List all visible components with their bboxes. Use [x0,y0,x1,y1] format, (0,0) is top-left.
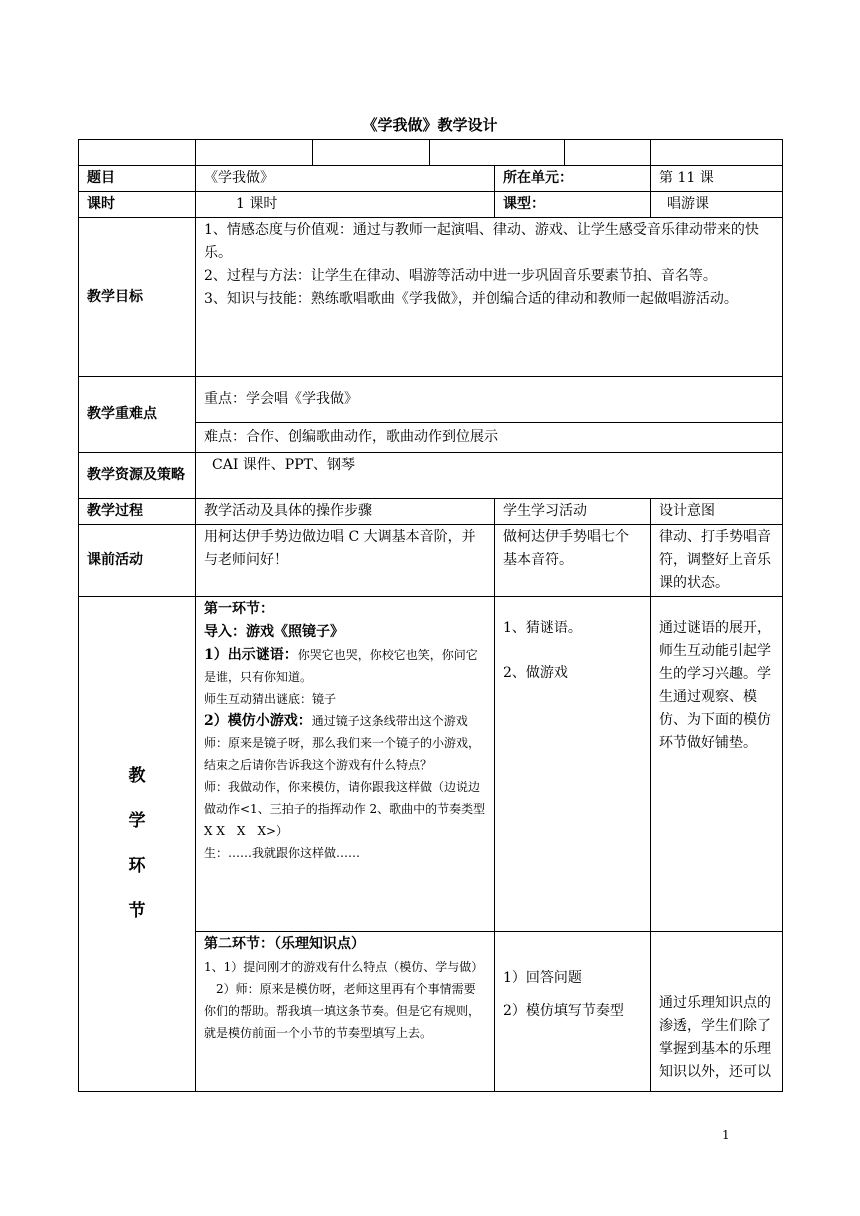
unit-value: 第 11 课 [651,166,783,192]
resources-label: 教学资源及策略 [79,453,196,499]
keypoints-label: 教学重难点 [79,377,196,453]
process-label: 教学过程 [79,499,196,525]
process-col3: 设计意图 [651,499,783,525]
page-number: 1 [722,1128,730,1142]
goal-line: 2、过程与方法：让学生在律动、唱游等活动中进一步巩固音乐要素节拍、音名等。 [204,268,717,284]
goal-line: 3、知识与技能：熟练歌唱歌曲《学我做》，并创编合适的律动和教师一起做唱游活动。 [204,291,738,307]
resources-row [79,453,783,499]
topic-label: 题目 [79,166,196,192]
process-col2: 学生学习活动 [495,499,651,525]
stage1-heading: 第一环节： [204,601,274,617]
resources-value: CAI 课件、PPT、钢琴 [196,453,783,499]
goals-content [196,218,783,377]
stage1-row [79,597,783,932]
keypoint-row [79,377,783,423]
stage1-content: 第一环节： 导入：游戏《照镜子》 1）出示谜语：你哭它也哭，你校它也笑，你问它是谁，只有你知道。 师生互动猜出谜底：镜子 2）模仿小游戏：通过镜子这条线带出这个游戏 师：原来是镜子呀，那么我们来一个镜子的小游戏，结束之后请你告诉我这个游戏有什么特点？ 师：我做动作，你来模仿，请你跟我这样做（边说边做动作<1、三拍子的指挥动作 2、歌曲中的节奏类型 X X X X>） 生：……我就跟你这样做…… [196,597,495,932]
stage2-heading: 第二环节：（乐理知识点） [204,936,365,952]
segment-label: 教 学 环 节 [79,597,196,1092]
topic-row [79,166,783,192]
stage2-student: 1）回答问题 2）模仿填写节奏型 [495,932,651,1092]
stage2-intent: 通过乐理知识点的渗透，学生们除了掌握到基本的乐理知识以外，还可以 [651,932,783,1092]
hours-row [79,192,783,218]
stage1-student: 1、猜谜语。 2、做游戏 [495,597,651,932]
goals-row [79,218,783,377]
pre-teacher: 用柯达伊手势边做边唱 C 大调基本音阶，并与老师问好！ [196,525,495,597]
hours-label: 课时 [79,192,196,218]
unit-label: 所在单元： [495,166,651,192]
type-value: 唱游课 [651,192,783,218]
document-title: 《学我做》教学设计 [362,116,498,134]
key-point: 重点：学会唱《学我做》 [196,377,783,423]
pre-label: 课前活动 [79,525,196,597]
empty-row [79,140,783,166]
process-col1: 教学活动及具体的操作步骤 [196,499,495,525]
pre-intent: 律动、打手势唱音符，调整好上音乐课的状态。 [651,525,783,597]
pre-student: 做柯达伊手势唱七个基本音符。 [495,525,651,597]
goals-label: 教学目标 [79,218,196,377]
type-label: 课型： [495,192,651,218]
hours-value: 1 课时 [196,192,495,218]
pre-class-row [79,525,783,597]
goal-line: 1、情感态度与价值观：通过与教师一起演唱、律动、游戏、让学生感受音乐律动带来的快乐。 [204,222,759,261]
stage1-intro: 导入：游戏《照镜子》 [204,624,344,640]
stage2-content: 第二环节：（乐理知识点） 1、1）提问刚才的游戏有什么特点（模仿、学与做） 2）师：原来是模仿呀，老师这里再有个事情需要你们的帮助。帮我填一填这条节奏。但是它有规则，就是模仿前面一个小节的节奏型填写上去。 [196,932,495,1092]
process-header-row [79,499,783,525]
stage1-intent: 通过谜语的展开，师生互动能引起学生的学习兴趣。学生通过观察、模仿、为下面的模仿环节做好铺垫。 [651,597,783,932]
hard-point: 难点：合作、创编歌曲动作，歌曲动作到位展示 [196,423,783,453]
lesson-plan-table [78,139,783,1092]
topic-value: 《学我做》 [196,166,495,192]
